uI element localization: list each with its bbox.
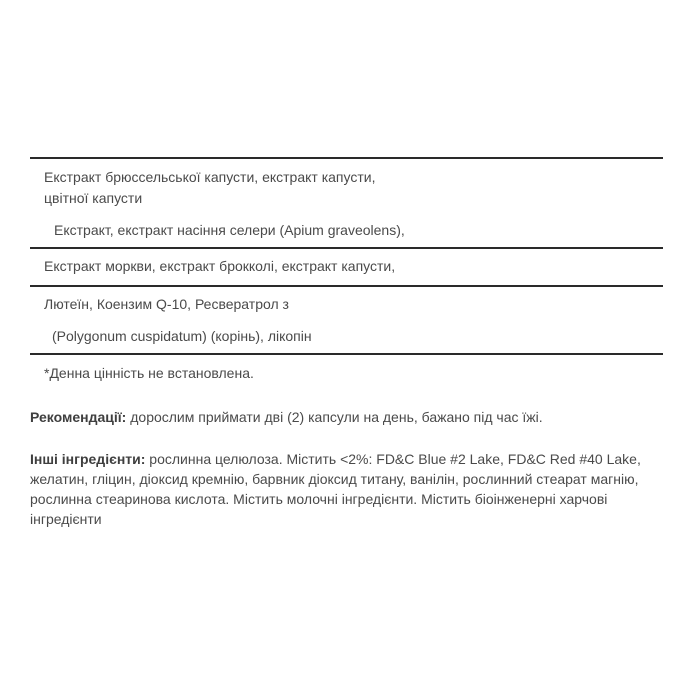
recommendations-label: Рекомендації: (30, 409, 127, 425)
table-row (30, 247, 663, 285)
other-ingredients-text: рослинна целюлоза. Містить <2%: FD&C Blue #2 Lake, FD&C Red #40 Lake, желатин, гліцин, діоксид кремнію, барвник діоксид титану, ванілін, рослинний стеарат магнію, рослинна стеаринова кислота. Містить молочні інгредієнти. Містить біоінженерні харчові інгредієнти (30, 451, 641, 527)
table-row (30, 157, 663, 247)
recommendations-paragraph (30, 407, 670, 427)
ingredient-line: (Polygonum cuspidatum) (корінь), лікопін (52, 328, 312, 344)
ingredient-line: Екстракт брюссельської капусти, екстракт капусти, (44, 169, 376, 185)
ingredient-line: Екстракт, екстракт насіння селери (Apium graveolens), (54, 222, 405, 238)
other-ingredients-label: Інші інгредієнти: (30, 451, 146, 467)
ingredient-line: цвітної капусти (44, 190, 143, 206)
supplement-facts-table (30, 157, 663, 383)
other-ingredients-paragraph (30, 449, 670, 529)
table-row (30, 285, 663, 355)
daily-value-footnote: *Денна цінність не встановлена. (44, 365, 254, 381)
recommendations-text: дорослим приймати дві (2) капсули на день, бажано під час їжі. (126, 409, 543, 425)
ingredient-line: Екстракт моркви, екстракт брокколі, екстракт капусти, (44, 258, 396, 274)
ingredient-line: Лютеїн, Коензим Q-10, Ресвератрол з (44, 296, 289, 312)
